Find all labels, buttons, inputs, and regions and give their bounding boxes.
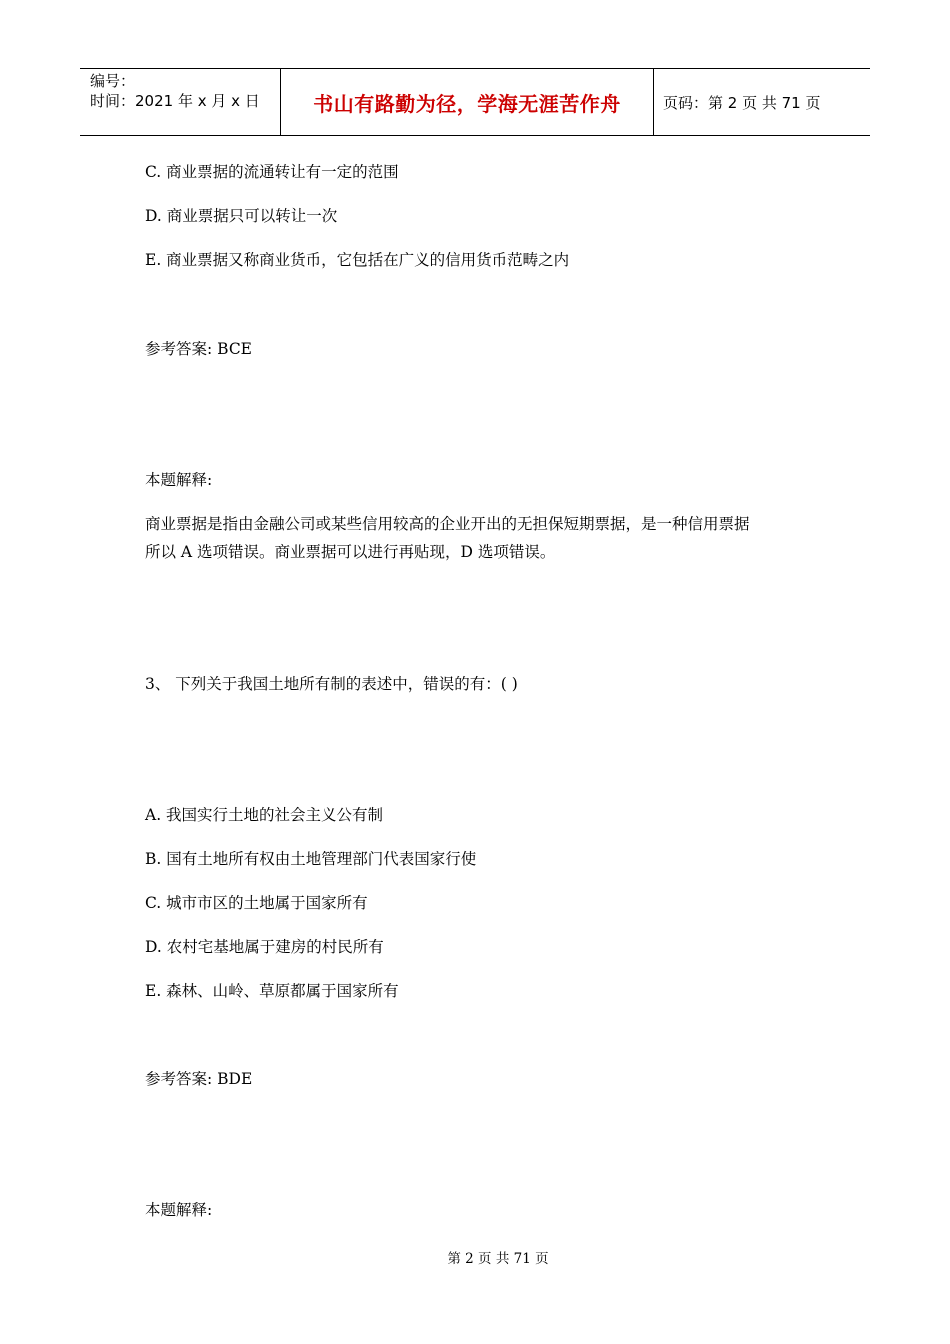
q3-option-d: D. 农村宅基地属于建房的村民所有 (145, 938, 384, 956)
q3-option-e: E. 森林、山岭、草原都属于国家所有 (145, 982, 399, 1000)
q2-explain-label: 本题解释: (145, 471, 213, 489)
header-slogan: 书山有路勤为径，学海无涯苦作舟 (281, 69, 654, 135)
q2-option-d: D. 商业票据只可以转让一次 (145, 207, 338, 225)
header-time: 时间：2021 年 x 月 x 日 (90, 92, 260, 110)
header-page-info: 页码：第 2 页 共 71 页 (663, 93, 821, 112)
q2-answer: 参考答案: BCE (145, 340, 253, 358)
q3-option-c: C. 城市市区的土地属于国家所有 (145, 894, 368, 912)
q3-question: 3、 下列关于我国土地所有制的表述中，错误的有：( ) (145, 675, 518, 693)
header-number: 编号： (90, 72, 136, 90)
q3-option-b: B. 国有土地所有权由土地管理部门代表国家行使 (145, 850, 477, 868)
page-footer: 第 2 页 共 71 页 (447, 1251, 549, 1267)
q3-explain-label: 本题解释: (145, 1201, 213, 1219)
q2-option-c: C. 商业票据的流通转让有一定的范围 (145, 163, 399, 181)
q2-explain-line-1: 商业票据是指由金融公司或某些信用较高的企业开出的无担保短期票据，是一种信用票据 (145, 515, 750, 533)
q3-answer: 参考答案: BDE (145, 1070, 253, 1088)
q2-option-e: E. 商业票据又称商业货币，它包括在广义的信用货币范畴之内 (145, 251, 570, 269)
page-header (80, 68, 870, 136)
q3-option-a: A. 我国实行土地的社会主义公有制 (145, 806, 384, 824)
header-meta (80, 69, 281, 135)
q2-explain-line-2: 所以 A 选项错误。商业票据可以进行再贴现，D 选项错误。 (145, 543, 556, 561)
